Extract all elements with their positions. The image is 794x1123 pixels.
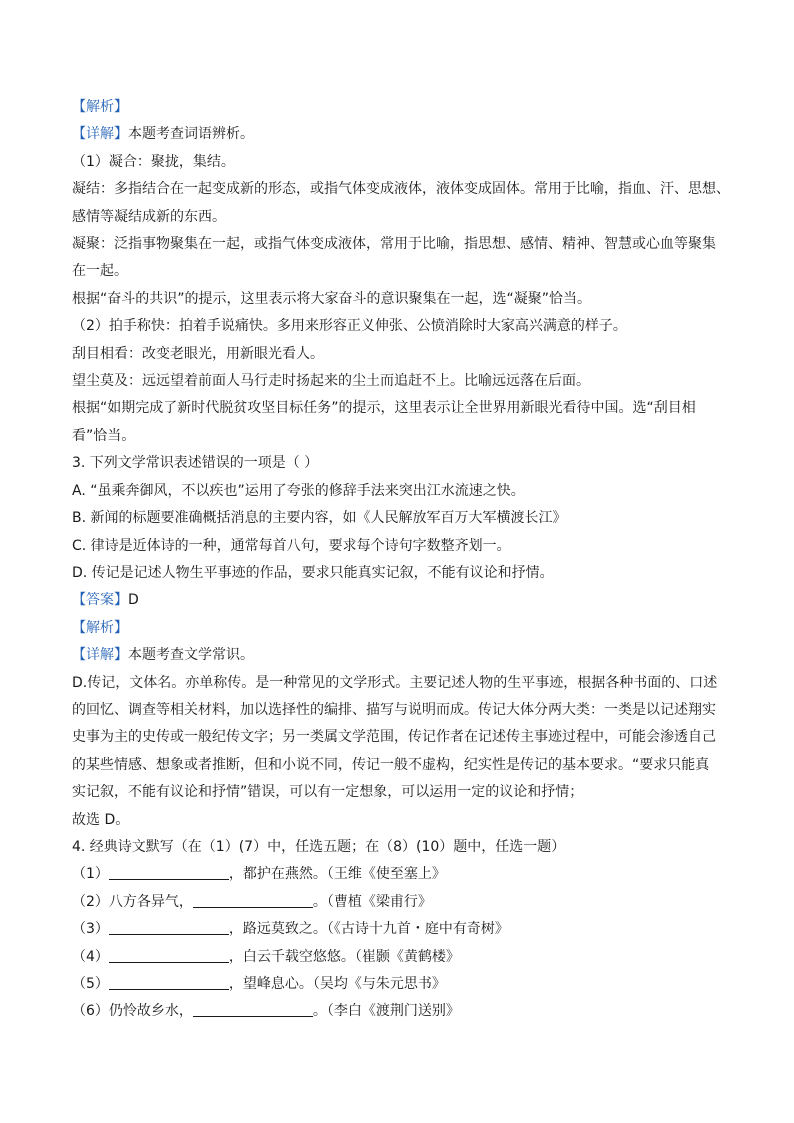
fill-suffix: ，白云千载空悠悠。（崔颢《黄鹤楼》 — [228, 948, 460, 965]
text-line: 在一起。 — [72, 263, 128, 280]
fill-suffix: ，望峰息心。（吴均《与朱元思书》 — [228, 976, 446, 992]
text-line: 故选 D。 — [72, 811, 130, 828]
text-line: （2）拍手称快：拍着手说痛快。多用来形容正义伸张、公愤消除时大家高兴满意的样子。 — [72, 318, 627, 335]
text-line: 望尘莫及：远远望着前面人马行走时扬起来的尘土而追赶不上。比喻远远落在后面。 — [72, 373, 590, 390]
text-line: 看”恰当。 — [72, 427, 136, 444]
option-a: A. “虽乘奔御风，不以疾也”运用了夸张的修辞手法来突出江水流速之快。 — [72, 482, 525, 499]
option-b: B. 新闻的标题要准确概括消息的主要内容，如《人民解放军百万大军横渡长江》 — [72, 510, 567, 527]
question-stem: 3. 下列文学常识表述错误的一项是（ ） — [72, 455, 319, 472]
fill-blank — [109, 865, 229, 880]
fill-suffix: 。（曹植《梁甫行》 — [312, 893, 432, 910]
detail-line — [72, 121, 727, 148]
option-d: D. 传记是记述人物生平事迹的作品，要求只能真实记叙，不能有议论和抒情。 — [72, 564, 554, 581]
text-line: 根据“奋斗的共识”的提示，这里表示将大家奋斗的意识聚集在一起，选“凝聚”恰当。 — [72, 290, 592, 307]
fill-prefix: （2）八方各异气， — [72, 893, 193, 910]
fill-prefix: （3） — [72, 921, 109, 938]
text-line: D.传记，文体名。亦单称传。是一种常见的文学形式。主要记述人物的生平事迹，根据各种书面的、口述 — [72, 674, 718, 691]
fill-suffix: 。（李白《渡荆门送别》 — [312, 1003, 460, 1020]
detail-line — [72, 642, 727, 669]
text-line: 感情等凝结成新的东西。 — [72, 208, 226, 225]
fill-item — [72, 916, 727, 943]
fill-prefix: （4） — [72, 948, 109, 965]
question-stem: 4. 经典诗文默写（在（1）(7）中，任选五题；在（8）(10）题中，任选一题） — [72, 838, 566, 855]
fill-prefix: （6）仍怜故乡水， — [72, 1003, 193, 1020]
detail-text: 本题考查文学常识。 — [128, 647, 254, 664]
text-line: 实记叙，不能有议论和抒情”错误，可以有一定想象，可以运用一定的议论和抒情； — [72, 784, 584, 801]
fill-blank — [193, 893, 313, 908]
answer-line — [72, 587, 727, 614]
text-line: 的回忆、调查等相关材料，加以选择性的编排、描写与说明而成。传记大体分两大类：一类是以记述翔实 — [72, 701, 716, 718]
text-line: 刮目相看：改变老眼光，用新眼光看人。 — [72, 345, 324, 362]
detail-label: 【详解】 — [72, 126, 128, 143]
text-line: 凝结：多指结合在一起变成新的形态，或指气体变成液体，液体变成固体。常用于比喻，指血、汗、思想、 — [72, 181, 730, 198]
fill-blank — [109, 920, 229, 935]
detail-text: 本题考查词语辨析。 — [128, 126, 254, 143]
text-line: 史事为主的史传或一般纪传文字；另一类属文学范围，传记作者在记述传主事迹过程中，可能会渗透自己 — [72, 729, 716, 746]
text-line: 根据“如期完成了新时代脱贫攻坚目标任务”的提示，这里表示让全世界用新眼光看待中国。选“刮目相 — [72, 400, 696, 417]
fill-item — [72, 861, 727, 888]
fill-blank — [109, 975, 229, 990]
fill-prefix: （5） — [72, 976, 109, 992]
answer-label: 【答案】 — [72, 592, 128, 609]
detail-label: 【详解】 — [72, 647, 128, 664]
fill-item — [72, 971, 727, 998]
analysis-label: 【解析】 — [72, 619, 128, 636]
text-line: 的某些情感、想象或者推断，但和小说不同，传记一般不虚构，纪实性是传记的基本要求。“要求只能真 — [72, 756, 710, 773]
fill-blank — [193, 1002, 313, 1017]
fill-suffix: ，路远莫致之。（《古诗十九首・庭中有奇树》 — [228, 921, 509, 938]
fill-prefix: （1） — [72, 866, 109, 883]
fill-suffix: ，都护在燕然。（王维《使至塞上》 — [228, 866, 446, 883]
fill-item — [72, 889, 727, 916]
document-page — [72, 94, 730, 1026]
text-line: 凝聚：泛指事物聚集在一起，或指气体变成液体，常用于比喻，指思想、感情、精神、智慧或心血等聚集 — [72, 236, 716, 253]
fill-blank — [109, 948, 229, 963]
text-line: （1）凝合：聚拢，集结。 — [72, 153, 235, 170]
fill-item — [72, 944, 727, 971]
option-c: C. 律诗是近体诗的一种，通常每首八句，要求每个诗句字数整齐划一。 — [72, 537, 511, 554]
answer-value: D — [128, 592, 139, 609]
analysis-label: 【解析】 — [72, 99, 128, 115]
fill-item — [72, 998, 727, 1025]
